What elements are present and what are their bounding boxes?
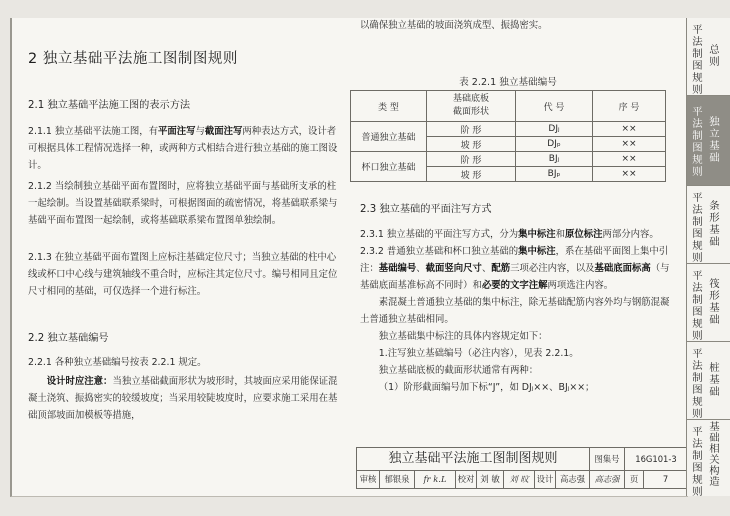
tab-label: 独立基础: [709, 116, 720, 164]
row-type: 普通独立基础: [351, 122, 427, 152]
section-2-3-title: 2.3 独立基础的平面注写方式: [360, 204, 492, 215]
row-seq: ××: [593, 137, 666, 152]
header-shape: 基础底板 截面形状: [427, 91, 516, 122]
header-type: 类 型: [351, 91, 427, 122]
check-signature: 刘 旼: [504, 471, 535, 488]
tab-general[interactable]: [687, 18, 730, 96]
rule-2: 独立基础底板的截面形状通常有两种：: [378, 365, 539, 376]
paragraph-2-1-3: 2.1.3 在独立基础平面布置图上应标注基础定位尺寸；当独立基础的柱中心线或杯口中心线与建筑轴线不重合时，应标注其定位尺寸。编号相同且定位尺寸相同的基础，可仅选择一个进行标注。: [28, 252, 338, 297]
tab-label: 基础相关构造: [709, 421, 720, 488]
paragraph-2-1-1: 2.1.1 独立基础平法施工图，有平面注写与截面注写两种表达方式，设计者可根据具体工程情况选择一种，或两种方式相结合进行独立基础的施工图设计。: [28, 126, 338, 171]
section-2-1-title: 2.1 独立基础平法施工图的表示方法: [28, 100, 191, 111]
design-name: 高志强: [556, 471, 590, 488]
page-label: 页: [625, 471, 644, 488]
tab-label: 条形基础: [709, 200, 720, 248]
paragraph-2-3-1: 2.3.1 独立基础的平面注写方式，分为集中标注和原位标注两部分内容。: [360, 229, 659, 240]
row-code: DJₚ: [516, 137, 593, 152]
tab-pile-foundation[interactable]: [687, 342, 730, 420]
row-code: DJⱼ: [516, 122, 593, 137]
check-name: 刘 敏: [477, 471, 504, 488]
tab-label-prefix: 平法制图规则: [692, 192, 703, 264]
foundation-code-table: [350, 90, 666, 182]
row-shape: 阶 形: [427, 122, 516, 137]
header-code: 代 号: [516, 91, 593, 122]
chapter-title: 2 独立基础平法施工图制图规则: [28, 51, 238, 67]
tab-raft-foundation[interactable]: [687, 264, 730, 342]
row-seq: ××: [593, 122, 666, 137]
tab-label-prefix: 平法制图规则: [692, 270, 703, 342]
rule-3: （1）阶形截面编号加下标“J”，如 DJⱼ××、BJⱼ××；: [378, 382, 595, 393]
tab-strip-foundation[interactable]: [687, 186, 730, 264]
review-label: 审核: [357, 471, 380, 488]
paragraph-2-3-2: 2.3.2 普通独立基础和杯口独立基础的集中标注，系在基础平面图上集中引注：基础编号、截面竖向尺寸、配筋三项必注内容，以及基础底面标高（与基础底面基准标高不同时）和必要的文字注解两项选注内容。: [360, 246, 670, 291]
atlas-number: 16G101-3: [625, 448, 687, 471]
atlas-label: 图集号: [590, 448, 625, 471]
tab-label: 筏形基础: [709, 278, 720, 326]
rule-1: 1.注写独立基础编号（必注内容），见表 2.2.1。: [378, 348, 579, 359]
review-signature: fr k.L: [415, 471, 456, 488]
design-signature: 高志强: [590, 471, 625, 488]
tab-label-prefix: 平法制图规则: [692, 106, 703, 178]
header-seq: 序 号: [593, 91, 666, 122]
review-name: 郁银泉: [380, 471, 415, 488]
row-seq: ××: [593, 152, 666, 167]
tab-label-prefix: 平法制图规则: [692, 426, 703, 498]
row-shape: 坡 形: [427, 167, 516, 182]
table-title: 表 2.2.1 独立基础编号: [459, 77, 557, 88]
row-shape: 坡 形: [427, 137, 516, 152]
tab-label: 桩基础: [709, 362, 720, 398]
row-code: BJₚ: [516, 167, 593, 182]
row-type: 杯口独立基础: [351, 152, 427, 182]
tab-foundation-details[interactable]: [687, 420, 730, 496]
row-code: BJⱼ: [516, 152, 593, 167]
signature-row: [357, 471, 687, 488]
tab-label: 总则: [709, 44, 720, 68]
paragraph-2-2-1: 2.2.1 各种独立基础编号按表 2.2.1 规定。: [28, 357, 207, 368]
tab-isolated-foundation[interactable]: [687, 96, 730, 186]
design-note: 设计时应注意：当独立基础截面形状为坡形时，其坡面应采用能保证混凝土浇筑、振捣密实的较缓坡度；当采用较陡坡度时，应要求施工采用在基础顶部坡面加模板等措施，: [28, 376, 338, 421]
continuation-line: 以确保独立基础的坡面浇筑成型、振捣密实。: [360, 20, 548, 31]
page-number: 7: [662, 474, 669, 484]
chapter-sidebar: [686, 18, 730, 496]
paragraph-plain-concrete: 素混凝土普通独立基础的集中标注，除无基础配筋内容外均与钢筋混凝土普通独立基础相同。: [360, 297, 670, 325]
design-label: 设计: [535, 471, 556, 488]
table-row: [351, 122, 666, 137]
title-block: [356, 447, 688, 489]
check-label: 校对: [456, 471, 477, 488]
right-body: [360, 201, 670, 396]
tab-label-prefix: 平法制图规则: [692, 348, 703, 420]
table-row: [351, 152, 666, 167]
paragraph-rules-intro: 独立基础集中标注的具体内容规定如下：: [378, 331, 548, 342]
paragraph-2-1-2: 2.1.2 当绘制独立基础平面布置图时，应将独立基础平面与基础所支承的柱一起绘制。当设置基础联系梁时，可根据图面的疏密情况，将基础联系梁与基础平面布置图一起绘制，或将基础联系梁布置图单独绘制。: [28, 181, 338, 226]
drawing-title: 独立基础平法施工图制图规则: [357, 448, 590, 471]
tab-label-prefix: 平法制图规则: [692, 24, 703, 96]
row-shape: 阶 形: [427, 152, 516, 167]
table-header-row: [351, 91, 666, 122]
row-seq: ××: [593, 167, 666, 182]
section-2-2-title: 2.2 独立基础编号: [28, 333, 109, 344]
